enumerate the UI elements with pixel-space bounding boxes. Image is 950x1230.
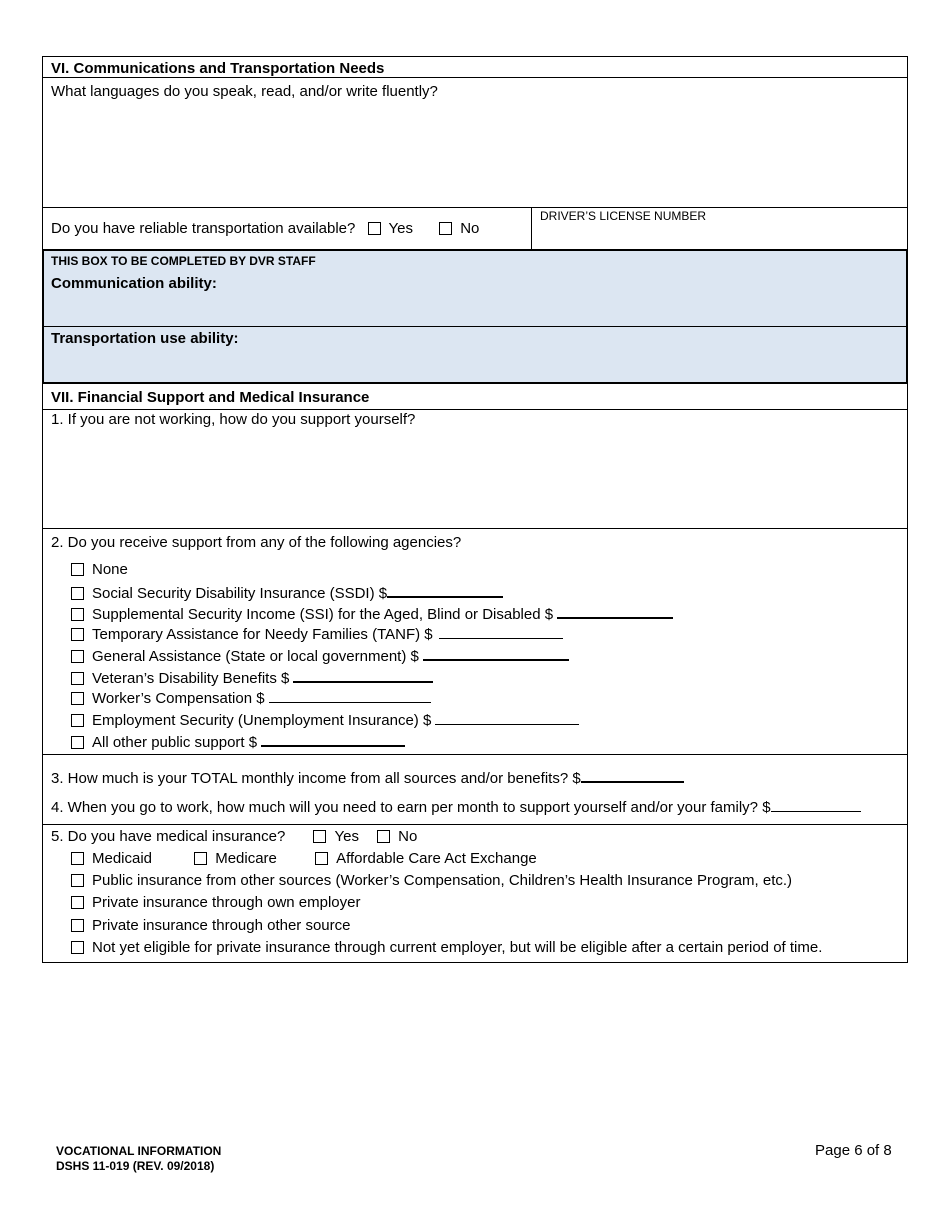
insurance-yes-label: Yes — [334, 828, 359, 845]
agency-workers-comp-checkbox[interactable] — [71, 692, 84, 705]
section-7-title: VII. Financial Support and Medical Insurance — [51, 389, 370, 406]
other-amount-line[interactable] — [261, 731, 405, 747]
agency-es-checkbox[interactable] — [71, 714, 84, 727]
transport-yes-checkbox[interactable] — [368, 222, 381, 235]
insurance-option[interactable] — [71, 917, 350, 934]
transport-yes-label: Yes — [388, 220, 414, 237]
agency-ssi-checkbox[interactable] — [71, 608, 84, 621]
q5-text: 5. Do you have medical insurance? — [51, 828, 286, 845]
tanf-amount-line[interactable] — [439, 624, 563, 639]
transportation-question-group — [51, 220, 479, 237]
agency-workers-comp[interactable] — [71, 688, 431, 707]
insurance-option[interactable] — [71, 894, 360, 911]
agencies-section — [42, 529, 908, 755]
transportation-ability-label: Transportation use ability: — [51, 330, 239, 347]
agency-label: All other public support $ — [92, 734, 258, 751]
q2-text: 2. Do you receive support from any of the following agencies? — [51, 534, 462, 551]
form-footer — [56, 1144, 221, 1174]
dvr-staff-box — [42, 249, 908, 384]
q4-group — [51, 797, 861, 816]
section-6-header — [42, 56, 908, 78]
insurance-option-checkbox[interactable] — [71, 896, 84, 909]
agency-tanf-checkbox[interactable] — [71, 628, 84, 641]
agency-ssdi-checkbox[interactable] — [71, 587, 84, 600]
q5-group — [51, 828, 417, 845]
ssdi-amount-line[interactable] — [387, 582, 503, 598]
agency-ssdi[interactable] — [71, 582, 503, 602]
q4-text: 4. When you go to work, how much will you need to earn per month to support yourself and/or your family? $ — [51, 799, 771, 816]
aca-label: Affordable Care Act Exchange — [336, 850, 537, 867]
languages-field[interactable] — [42, 78, 908, 208]
license-divider — [531, 208, 532, 249]
footer-form-name: VOCATIONAL INFORMATION — [56, 1144, 222, 1158]
agency-veterans[interactable] — [71, 667, 433, 687]
agency-other-public[interactable] — [71, 731, 405, 751]
ga-amount-line[interactable] — [423, 645, 569, 661]
q3-text: 3. How much is your TOTAL monthly income from all sources and/or benefits? $ — [51, 770, 581, 787]
insurance-option-label: Private insurance through own employer — [92, 894, 361, 911]
medicare-checkbox[interactable] — [194, 852, 207, 865]
needed-income-line[interactable] — [771, 797, 861, 812]
q1-text: 1. If you are not working, how do you support yourself? — [51, 411, 416, 428]
veterans-amount-line[interactable] — [293, 667, 433, 683]
agency-label: General Assistance (State or local government) $ — [92, 648, 419, 665]
medical-insurance-section — [42, 825, 908, 963]
medicaid-label: Medicaid — [92, 850, 153, 867]
transportation-row — [42, 208, 908, 250]
drivers-license-field[interactable] — [540, 209, 706, 223]
insurance-option-label: Not yet eligible for private insurance through current employer, but will be eligible after a certain period of time. — [92, 939, 823, 956]
agency-label: Veteran’s Disability Benefits $ — [92, 670, 290, 687]
agency-label: Social Security Disability Insurance (SSDI) $ — [92, 585, 388, 602]
agency-label: None — [92, 561, 128, 578]
insurance-option-checkbox[interactable] — [71, 941, 84, 954]
agency-label: Supplemental Security Income (SSI) for the Aged, Blind or Disabled $ — [92, 606, 554, 623]
es-amount-line[interactable] — [435, 710, 579, 725]
insurance-option-label: Public insurance from other sources (Worker’s Compensation, Children’s Health Insurance Program, etc.) — [92, 872, 793, 889]
section-7-header — [42, 384, 908, 410]
insurance-option-checkbox[interactable] — [71, 874, 84, 887]
transport-no-label: No — [460, 220, 480, 237]
transport-no-checkbox[interactable] — [439, 222, 452, 235]
agency-tanf[interactable] — [71, 624, 563, 643]
medicaid-checkbox[interactable] — [71, 852, 84, 865]
agency-other-checkbox[interactable] — [71, 736, 84, 749]
agency-label: Temporary Assistance for Needy Families (TANF) $ — [92, 626, 433, 643]
insurance-option-label: Private insurance through other source — [92, 917, 351, 934]
insurance-option-checkbox[interactable] — [71, 919, 84, 932]
footer-form-number: DSHS 11-019 (REV. 09/2018) — [56, 1159, 215, 1173]
insurance-type-row — [71, 850, 537, 867]
total-income-line[interactable] — [581, 767, 684, 783]
workers-comp-amount-line[interactable] — [269, 688, 431, 703]
insurance-option[interactable] — [71, 872, 792, 889]
agency-general-assistance[interactable] — [71, 645, 569, 665]
agency-label: Worker’s Compensation $ — [92, 690, 265, 707]
staff-box-divider — [44, 326, 906, 327]
drivers-license-label: DRIVER’S LICENSE NUMBER — [540, 209, 707, 223]
q3-group — [51, 767, 684, 787]
income-section — [42, 755, 908, 825]
aca-checkbox[interactable] — [315, 852, 328, 865]
agency-employment-security[interactable] — [71, 710, 579, 729]
transportation-question: Do you have reliable transportation available? — [51, 220, 356, 237]
ssi-amount-line[interactable] — [557, 603, 673, 619]
agency-ga-checkbox[interactable] — [71, 650, 84, 663]
support-yourself-field[interactable] — [42, 410, 908, 529]
form — [42, 56, 908, 963]
insurance-no-checkbox[interactable] — [377, 830, 390, 843]
agency-veterans-checkbox[interactable] — [71, 672, 84, 685]
agency-label: Employment Security (Unemployment Insurance) $ — [92, 712, 432, 729]
communication-ability-label: Communication ability: — [51, 275, 217, 292]
languages-question: What languages do you speak, read, and/or write fluently? — [51, 83, 438, 100]
section-6-title: VI. Communications and Transportation Needs — [51, 60, 385, 77]
insurance-no-label: No — [398, 828, 418, 845]
dvr-staff-title: THIS BOX TO BE COMPLETED BY DVR STAFF — [51, 254, 316, 268]
agency-none[interactable] — [71, 561, 128, 578]
page-number: Page 6 of 8 — [815, 1142, 892, 1159]
agency-ssi[interactable] — [71, 603, 673, 623]
insurance-yes-checkbox[interactable] — [313, 830, 326, 843]
medicare-label: Medicare — [215, 850, 277, 867]
agency-none-checkbox[interactable] — [71, 563, 84, 576]
insurance-option[interactable] — [71, 939, 822, 956]
